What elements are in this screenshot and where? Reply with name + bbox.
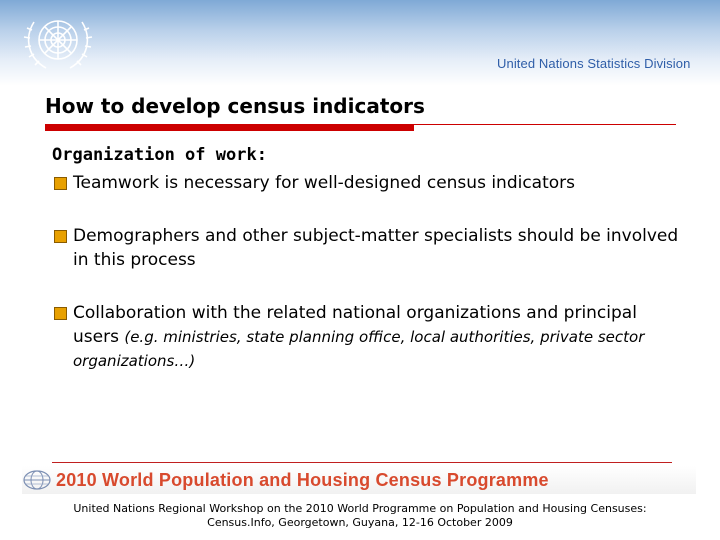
globe-icon <box>22 469 52 491</box>
bullet-text: Teamwork is necessary for well-designed census indicators <box>73 173 576 193</box>
checkbox-bullet-icon <box>54 230 67 243</box>
bullet-text: Collaboration with the related national organizations and principal users <box>73 303 637 347</box>
bullet-item <box>54 301 684 373</box>
title-underline-rule <box>414 124 676 125</box>
checkbox-bullet-icon <box>54 307 67 320</box>
footer-rule <box>52 462 672 463</box>
programme-banner <box>22 466 696 494</box>
division-name: United Nations Statistics Division <box>497 56 691 71</box>
bullet-text: Demographers and other subject-matter specialists should be involved in this process <box>73 226 679 270</box>
footer-text <box>0 502 720 530</box>
slide-title: How to develop census indicators <box>45 94 425 118</box>
bullet-item <box>54 171 684 195</box>
footer-line-1: United Nations Regional Workshop on the 2010 World Programme on Population and Housing Censuses: <box>73 502 647 515</box>
bullet-item <box>54 224 684 272</box>
title-underline-bar <box>45 124 414 131</box>
bullet-note: (e.g. ministries, state planning office, local authorities, private sector organizations…) <box>73 328 645 370</box>
programme-title: 2010 World Population and Housing Census Programme <box>56 469 549 490</box>
header-band <box>0 0 720 86</box>
un-emblem-icon <box>20 8 96 76</box>
section-heading: Organization of work: <box>52 145 267 165</box>
footer-line-2: Census.Info, Georgetown, Guyana, 12-16 October 2009 <box>207 516 513 529</box>
checkbox-bullet-icon <box>54 177 67 190</box>
